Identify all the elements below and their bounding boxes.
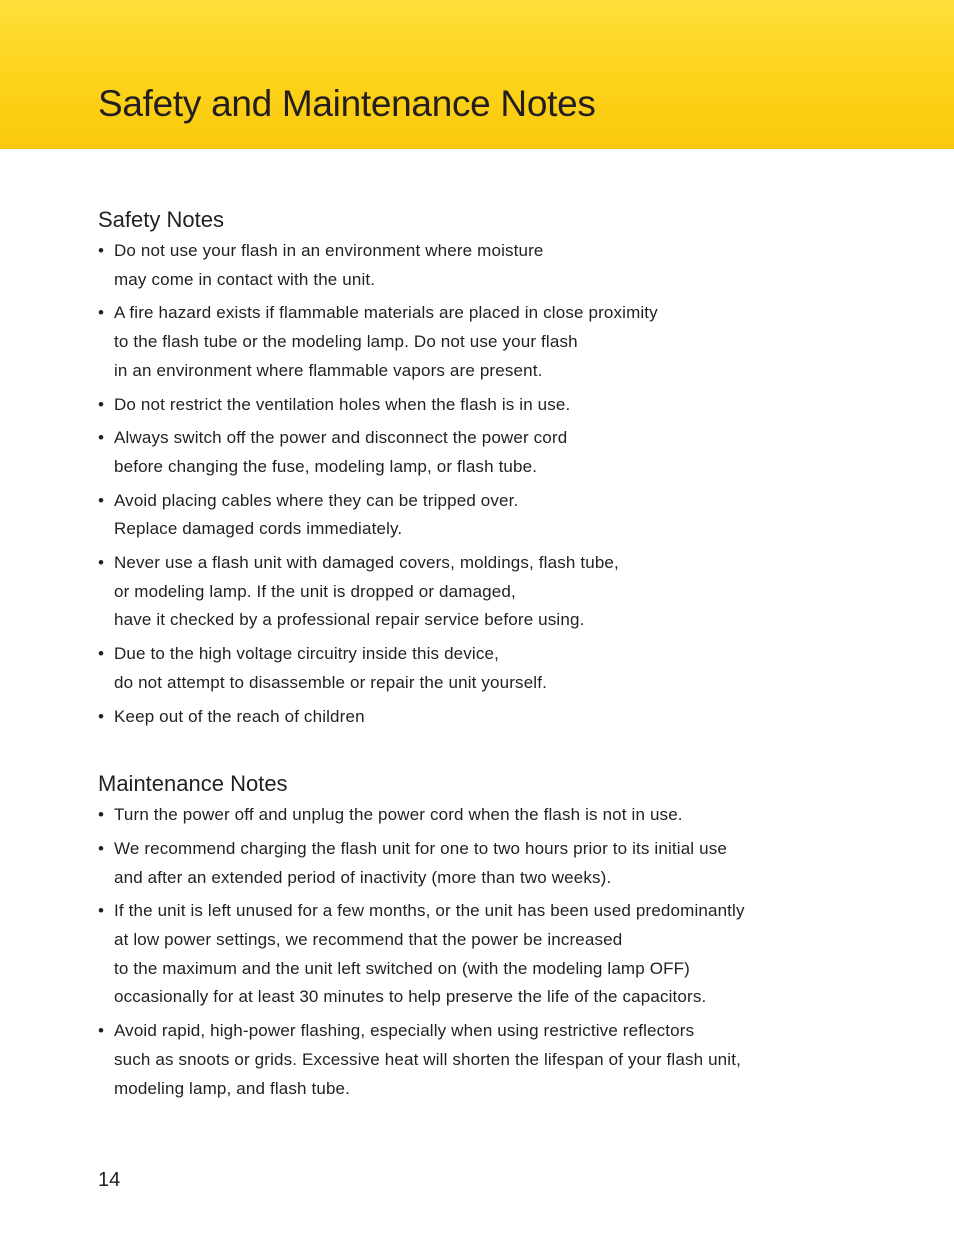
maintenance-notes-heading: Maintenance Notes	[98, 771, 288, 797]
safety-note-item	[98, 640, 858, 697]
bullet-icon: •	[98, 428, 104, 448]
maintenance-notes-list	[98, 801, 858, 1103]
maintenance-note-item	[98, 801, 858, 830]
bullet-icon: •	[98, 303, 104, 323]
note-text-line: Due to the high voltage circuitry inside this device,	[114, 644, 499, 664]
note-text-line: such as snoots or grids. Excessive heat will shorten the lifespan of your flash unit,	[114, 1049, 741, 1069]
bullet-icon: •	[98, 490, 104, 510]
safety-note-item	[98, 391, 858, 420]
bullet-icon: •	[98, 901, 104, 921]
maintenance-note-item	[98, 897, 858, 1012]
note-text-line: at low power settings, we recommend that the power be increased	[114, 930, 623, 950]
note-text-line: and after an extended period of inactivity (more than two weeks).	[114, 867, 612, 887]
note-text-line: A fire hazard exists if flammable materials are placed in close proximity	[114, 303, 658, 323]
safety-note-item	[98, 299, 858, 385]
note-text-line: or modeling lamp. If the unit is dropped or damaged,	[114, 581, 516, 601]
note-text-line: do not attempt to disassemble or repair the unit yourself.	[114, 672, 547, 692]
safety-note-item	[98, 487, 858, 544]
note-text-line: We recommend charging the flash unit for one to two hours prior to its initial use	[114, 838, 727, 858]
note-text-line: Do not restrict the ventilation holes when the flash is in use.	[114, 394, 571, 414]
bullet-icon: •	[98, 805, 104, 825]
bullet-icon: •	[98, 241, 104, 260]
page-number: 14	[98, 1169, 121, 1191]
note-text-line: modeling lamp, and flash tube.	[114, 1078, 351, 1098]
note-text-line: Avoid rapid, high-power flashing, especially when using restrictive reflectors	[114, 1021, 695, 1041]
content	[98, 205, 858, 1108]
note-text-line: Keep out of the reach of children	[114, 706, 365, 726]
bullet-icon: •	[98, 838, 104, 858]
note-text-line: have it checked by a professional repair service before using.	[114, 610, 585, 630]
maintenance-note-item	[98, 1017, 858, 1103]
note-text-line: Never use a flash unit with damaged covers, moldings, flash tube,	[114, 553, 619, 573]
page-title: Safety and Maintenance Notes	[98, 83, 596, 124]
note-text-line: Turn the power off and unplug the power cord when the flash is not in use.	[114, 805, 683, 825]
note-text-line: before changing the fuse, modeling lamp, or flash tube.	[114, 456, 538, 476]
bullet-icon: •	[98, 394, 104, 414]
safety-note-item	[98, 237, 858, 294]
note-text-line: may come in contact with the unit.	[114, 269, 376, 289]
bullet-icon: •	[98, 1021, 104, 1041]
safety-note-item	[98, 549, 858, 635]
note-text-line: Avoid placing cables where they can be tripped over.	[114, 490, 519, 510]
note-text-line: Always switch off the power and disconnect the power cord	[114, 428, 568, 448]
safety-note-item	[98, 703, 858, 732]
bullet-icon: •	[98, 644, 104, 664]
bullet-icon: •	[98, 706, 104, 726]
bullet-icon: •	[98, 553, 104, 573]
safety-notes-heading: Safety Notes	[98, 207, 224, 232]
note-text-line: to the maximum and the unit left switched on (with the modeling lamp OFF)	[114, 958, 690, 978]
safety-notes-list	[98, 237, 858, 731]
note-text-line: occasionally for at least 30 minutes to help preserve the life of the capacitors.	[114, 987, 707, 1007]
note-text-line: If the unit is left unused for a few months, or the unit has been used predominantly	[114, 901, 745, 921]
header-band	[0, 0, 954, 149]
safety-note-item	[98, 424, 858, 481]
note-text-line: Replace damaged cords immediately.	[114, 519, 403, 539]
note-text-line: Do not use your flash in an environment where moisture	[114, 241, 544, 260]
note-text-line: to the flash tube or the modeling lamp. Do not use your flash	[114, 332, 578, 352]
maintenance-note-item	[98, 835, 858, 892]
note-text-line: in an environment where flammable vapors are present.	[114, 360, 543, 380]
